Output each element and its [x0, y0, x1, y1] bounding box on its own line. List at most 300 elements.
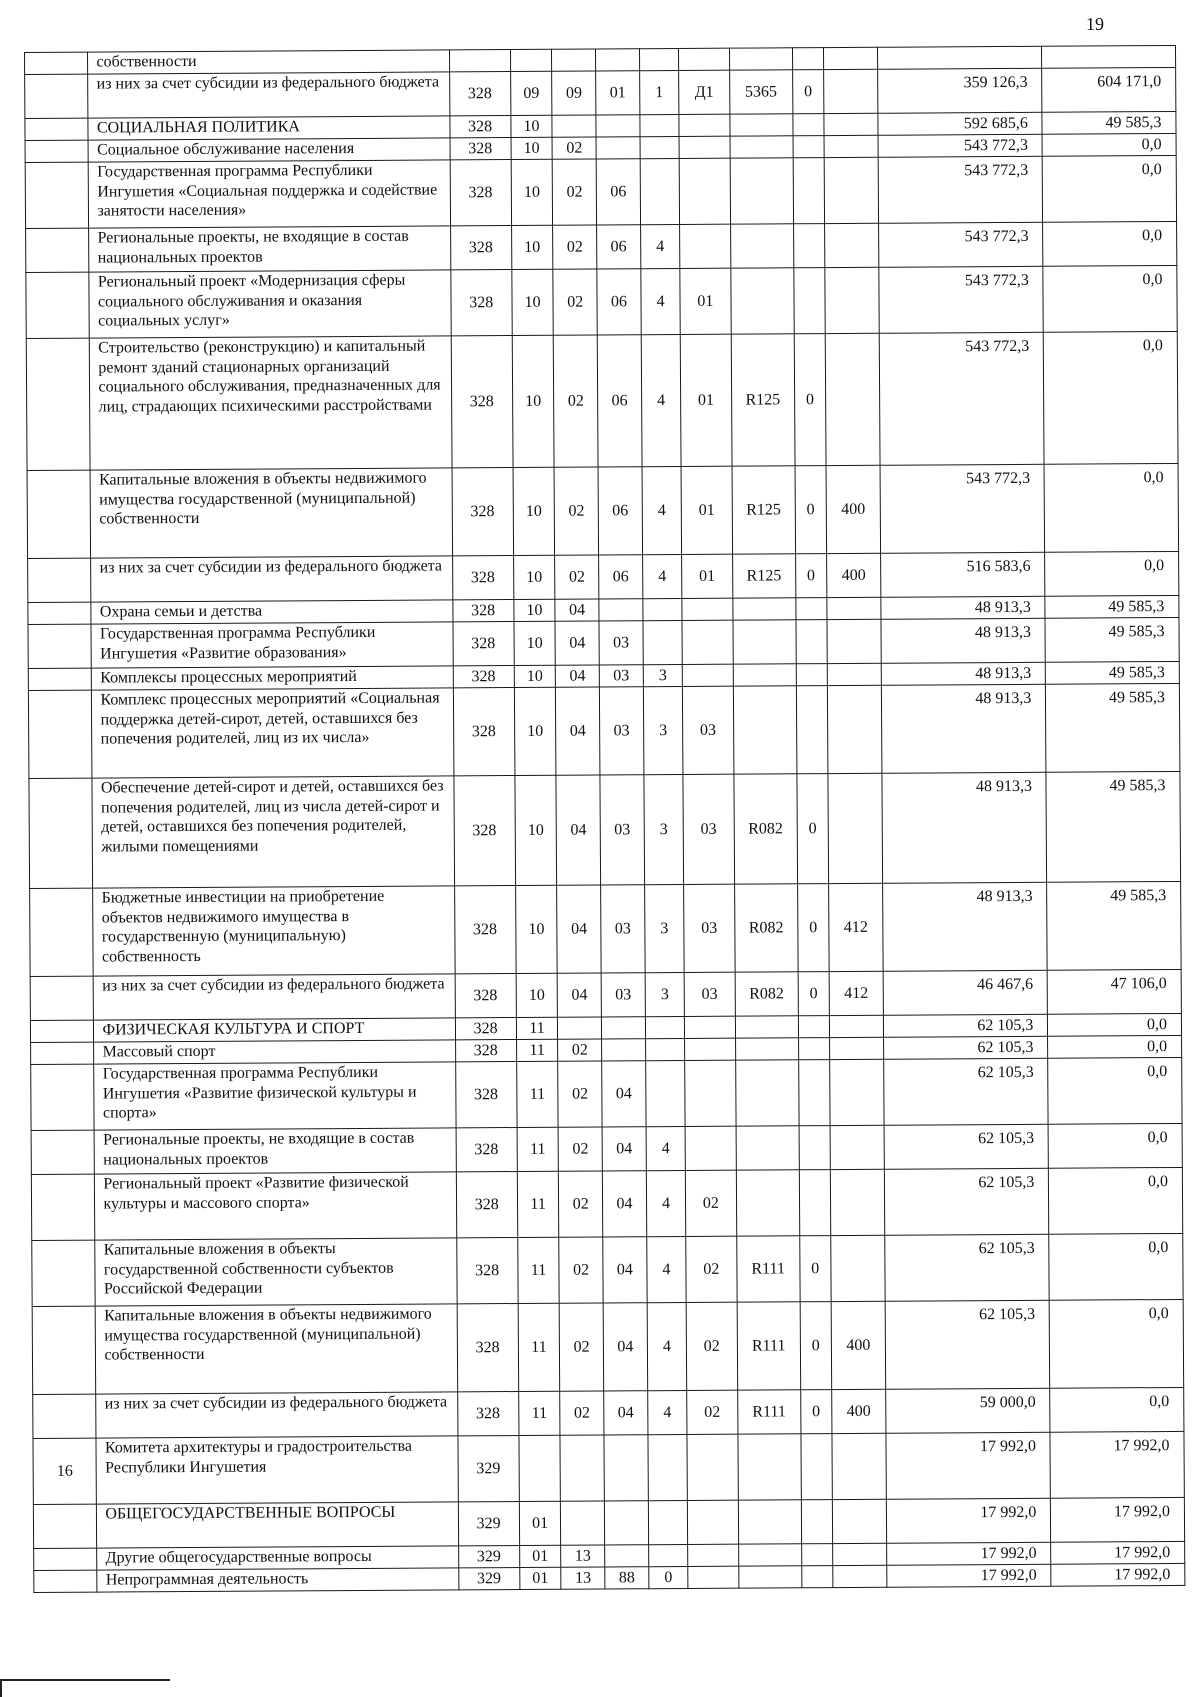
code-sub-direction-cell: 0 — [798, 884, 829, 972]
code-admin-cell: 328 — [457, 1392, 519, 1436]
code-sub-direction-cell — [799, 1060, 830, 1126]
row-name-cell: Капитальные вложения в объекты недвижимого имущества государственной (муниципальной) собственности — [96, 1304, 458, 1394]
code-project-cell: 01 — [682, 554, 733, 598]
amount-year1-cell: 62 105,3 — [884, 1036, 1048, 1059]
amount-year1-cell: 48 913,3 — [882, 684, 1047, 773]
amount-year1-cell: 516 583,6 — [881, 552, 1045, 597]
code-sub-direction-cell — [793, 136, 824, 158]
code-admin-cell: 328 — [456, 1128, 518, 1172]
amount-year1-cell: 17 992,0 — [887, 1498, 1051, 1543]
code-subsection-cell: 13 — [561, 1567, 605, 1589]
code-direction-cell — [733, 620, 797, 664]
code-subsection-cell: 02 — [559, 1171, 603, 1237]
code-direction-cell: R125 — [732, 554, 796, 598]
code-type-cell: 3 — [643, 686, 683, 774]
code-program-cell — [601, 1017, 645, 1039]
row-index-cell — [28, 558, 92, 602]
code-program-cell: 06 — [596, 159, 640, 225]
code-project-cell — [687, 1434, 738, 1500]
code-type-cell — [648, 1434, 688, 1500]
row-index-cell — [29, 778, 93, 888]
code-subsection-cell — [558, 1017, 602, 1039]
amount-year1-cell: 17 992,0 — [886, 1432, 1051, 1499]
code-program-cell: 06 — [598, 467, 642, 555]
code-project-cell — [685, 1016, 735, 1038]
code-subsection-cell: 02 — [552, 159, 596, 225]
code-subsection-cell: 04 — [557, 973, 601, 1017]
code-expense-type-cell: 400 — [826, 465, 881, 553]
row-name-cell: Государственная программа Республики Ингушетия «Социальная поддержка и содействие занятости населения» — [89, 160, 450, 228]
amount-year2-cell: 49 585,3 — [1045, 617, 1179, 662]
row-index-cell — [31, 1174, 95, 1240]
code-program-cell: 06 — [597, 269, 641, 335]
code-section-cell: 11 — [517, 1171, 559, 1237]
code-admin-cell: 328 — [456, 1238, 518, 1304]
amount-year1-cell: 543 772,3 — [878, 156, 1043, 223]
table-row — [28, 617, 1179, 668]
row-index-cell — [28, 690, 92, 778]
code-section-cell: 11 — [518, 1391, 560, 1435]
code-section-cell: 01 — [519, 1501, 561, 1545]
code-section-cell: 09 — [510, 71, 552, 115]
amount-year2-cell: 49 585,3 — [1046, 661, 1180, 684]
amount-year1-cell: 59 000,0 — [886, 1388, 1050, 1433]
row-name-cell: Другие общегосударственные вопросы — [97, 1546, 458, 1570]
code-section-cell: 10 — [513, 555, 555, 599]
row-index-cell — [25, 162, 89, 228]
code-expense-type-cell: 400 — [831, 1301, 886, 1389]
code-program-cell: 04 — [603, 1237, 647, 1303]
code-subsection-cell: 02 — [553, 269, 597, 335]
row-name-cell: Региональные проекты, не входящие в состав национальных проектов — [89, 226, 450, 272]
code-admin-cell: 328 — [450, 270, 512, 336]
code-direction-cell — [736, 1170, 800, 1236]
code-project-cell — [682, 620, 733, 664]
code-subsection-cell — [552, 49, 596, 71]
code-expense-type-cell — [832, 1543, 887, 1565]
row-name-cell: Охрана семьи и детства — [91, 600, 452, 624]
code-admin-cell: 329 — [457, 1436, 519, 1502]
code-section-cell: 10 — [514, 599, 556, 621]
code-sub-direction-cell — [796, 598, 827, 620]
table-row — [32, 1299, 1184, 1394]
code-section-cell: 11 — [516, 1017, 558, 1039]
code-type-cell — [643, 620, 683, 664]
code-direction-cell: R111 — [737, 1390, 801, 1434]
row-index-cell — [28, 602, 92, 624]
code-sub-direction-cell: 0 — [801, 1390, 832, 1434]
code-direction-cell — [733, 686, 797, 774]
code-project-cell: 03 — [684, 884, 735, 972]
code-direction-cell — [730, 224, 794, 268]
code-type-cell — [640, 114, 680, 136]
code-program-cell — [602, 1039, 646, 1061]
code-type-cell: 4 — [646, 1170, 686, 1236]
row-name-cell: Непрограммная деятельность — [97, 1568, 458, 1592]
code-admin-cell: 329 — [458, 1502, 520, 1546]
table-row — [33, 1387, 1184, 1438]
code-section-cell: 10 — [511, 225, 553, 269]
code-subsection-cell: 04 — [555, 599, 599, 621]
code-sub-direction-cell — [799, 1170, 830, 1236]
table-row — [26, 265, 1177, 338]
amount-year2-cell: 17 992,0 — [1051, 1563, 1185, 1586]
code-direction-cell — [730, 158, 794, 224]
amount-year1-cell: 62 105,3 — [885, 1168, 1050, 1235]
code-project-cell: 03 — [683, 774, 734, 884]
code-expense-type-cell — [823, 47, 878, 69]
table-row — [31, 1057, 1182, 1130]
code-admin-cell: 328 — [454, 886, 516, 974]
code-project-cell — [679, 136, 729, 158]
amount-year2-cell: 0,0 — [1048, 1013, 1182, 1036]
amount-year2-cell: 0,0 — [1043, 265, 1177, 332]
code-expense-type-cell — [827, 619, 882, 663]
code-project-cell — [679, 114, 729, 136]
code-program-cell: 04 — [602, 1061, 646, 1127]
code-direction-cell — [735, 1038, 799, 1060]
row-name-cell: из них за счет субсидии из федерального бюджета — [91, 556, 452, 602]
code-sub-direction-cell: 0 — [794, 334, 825, 466]
table-row — [31, 1123, 1182, 1174]
code-type-cell — [645, 1016, 685, 1038]
code-project-cell — [680, 224, 731, 268]
code-subsection-cell — [561, 1501, 605, 1545]
code-program-cell: 04 — [602, 1127, 646, 1171]
code-section-cell: 10 — [515, 775, 557, 885]
row-index-cell — [30, 888, 94, 976]
code-program-cell: 06 — [597, 335, 642, 467]
code-type-cell: 4 — [642, 554, 682, 598]
code-program-cell: 03 — [601, 885, 645, 973]
row-name-cell: Массовый спорт — [94, 1040, 455, 1064]
code-admin-cell: 328 — [452, 622, 514, 666]
code-section-cell: 10 — [511, 137, 553, 159]
code-direction-cell — [729, 114, 793, 136]
amount-year2-cell: 49 585,3 — [1045, 595, 1179, 618]
code-program-cell — [596, 115, 640, 137]
table-row — [26, 221, 1177, 272]
code-project-cell — [688, 1566, 738, 1588]
code-admin-cell: 328 — [455, 1018, 516, 1040]
code-admin-cell: 329 — [458, 1546, 519, 1568]
code-project-cell: 03 — [684, 972, 735, 1016]
table-row — [29, 771, 1181, 888]
row-name-cell: Региональный проект «Модернизация сферы социального обслуживания и оказания социальных услуг» — [89, 270, 450, 338]
code-subsection-cell: 02 — [554, 467, 598, 555]
row-index-cell — [25, 118, 89, 140]
code-sub-direction-cell: 0 — [800, 1302, 831, 1390]
code-type-cell — [646, 1060, 686, 1126]
code-section-cell: 01 — [520, 1567, 562, 1589]
amount-year1-cell: 62 105,3 — [884, 1058, 1049, 1125]
code-sub-direction-cell — [794, 224, 825, 268]
code-direction-cell: R111 — [736, 1236, 800, 1302]
amount-year2-cell: 49 585,3 — [1046, 771, 1180, 882]
row-index-cell — [30, 976, 94, 1020]
table-row — [30, 881, 1182, 976]
code-expense-type-cell: 412 — [829, 971, 884, 1015]
row-name-cell: Государственная программа Республики Ингушетия «Развитие образования» — [91, 622, 452, 668]
amount-year2-cell: 49 585,3 — [1042, 111, 1176, 134]
code-subsection-cell: 02 — [559, 1303, 603, 1391]
amount-year1-cell: 543 772,3 — [880, 332, 1045, 465]
code-expense-type-cell — [826, 597, 881, 619]
code-admin-cell: 328 — [455, 1062, 517, 1128]
code-direction-cell — [736, 1126, 800, 1170]
code-program-cell: 06 — [597, 225, 641, 269]
code-direction-cell — [729, 48, 793, 70]
footer-rule-vertical — [0, 1679, 2, 1697]
code-sub-direction-cell — [796, 620, 827, 664]
code-sub-direction-cell — [796, 664, 827, 686]
amount-year2-cell: 17 992,0 — [1050, 1431, 1184, 1498]
row-name-cell: из них за счет субсидии из федерального бюджета — [94, 974, 455, 1020]
code-expense-type-cell — [827, 685, 882, 773]
row-name-cell: Комплекс процессных мероприятий «Социальная поддержка детей-сирот, детей, оставшихся без попечения родителей, лиц из их числа» — [92, 688, 454, 778]
page-number: 19 — [1086, 14, 1104, 34]
code-direction-cell: 5365 — [729, 70, 793, 114]
row-index-cell — [32, 1240, 96, 1306]
code-admin-cell: 328 — [453, 688, 515, 776]
code-section-cell: 10 — [514, 687, 556, 775]
footer-rule — [0, 1679, 170, 1681]
code-type-cell: 3 — [644, 774, 684, 884]
code-subsection-cell: 02 — [555, 555, 599, 599]
code-section-cell: 11 — [516, 1039, 558, 1061]
code-subsection-cell — [560, 1435, 604, 1501]
row-index-cell — [28, 624, 92, 668]
code-section-cell: 10 — [515, 885, 557, 973]
code-project-cell — [685, 1060, 736, 1126]
amount-year1-cell: 48 913,3 — [881, 596, 1045, 619]
code-direction-cell — [733, 664, 797, 686]
code-sub-direction-cell — [802, 1566, 833, 1588]
code-admin-cell: 328 — [452, 600, 513, 622]
code-sub-direction-cell — [799, 1126, 830, 1170]
row-name-cell: Строительство (реконструкцию) и капитальный ремонт зданий стационарных организаций социального обслуживания, предназначенных для лиц, страдающих психическими расстройствами — [90, 336, 452, 470]
code-section-cell: 10 — [516, 973, 558, 1017]
code-sub-direction-cell: 0 — [796, 554, 827, 598]
row-name-cell: из них за счет субсидии из федерального бюджета — [88, 72, 449, 118]
code-admin-cell: 328 — [449, 72, 511, 116]
code-project-cell — [679, 158, 730, 224]
code-program-cell — [605, 1545, 649, 1567]
code-project-cell: 02 — [686, 1170, 737, 1236]
row-name-cell: собственности — [88, 50, 449, 74]
row-index-cell — [34, 1548, 98, 1570]
budget-table — [24, 45, 1185, 1593]
code-direction-cell — [735, 1060, 799, 1126]
code-admin-cell: 328 — [452, 556, 514, 600]
code-program-cell: 03 — [599, 621, 643, 665]
code-direction-cell — [738, 1544, 802, 1566]
code-section-cell: 01 — [519, 1545, 561, 1567]
code-project-cell — [679, 48, 729, 70]
amount-year2-cell: 0,0 — [1042, 133, 1176, 156]
code-program-cell: 06 — [599, 555, 643, 599]
code-expense-type-cell — [828, 773, 883, 883]
code-sub-direction-cell — [794, 268, 825, 334]
code-direction-cell — [730, 136, 794, 158]
code-type-cell — [648, 1500, 688, 1544]
amount-year2-cell: 49 585,3 — [1046, 683, 1180, 772]
code-project-cell: 01 — [681, 466, 732, 554]
code-sub-direction-cell: 0 — [793, 70, 824, 114]
amount-year1-cell: 17 992,0 — [887, 1564, 1051, 1587]
code-section-cell: 10 — [511, 115, 553, 137]
code-program-cell: 88 — [605, 1567, 649, 1589]
code-type-cell — [640, 136, 680, 158]
code-direction-cell: R111 — [737, 1302, 801, 1390]
code-expense-type-cell — [827, 663, 882, 685]
code-sub-direction-cell — [801, 1500, 832, 1544]
code-program-cell — [596, 137, 640, 159]
code-project-cell: 02 — [686, 1302, 737, 1390]
code-subsection-cell: 02 — [558, 1039, 602, 1061]
code-expense-type-cell — [829, 1059, 884, 1125]
code-sub-direction-cell: 0 — [800, 1236, 831, 1302]
code-direction-cell — [738, 1500, 802, 1544]
code-expense-type-cell — [824, 113, 879, 135]
amount-year2-cell: 0,0 — [1045, 551, 1179, 596]
table-row — [25, 155, 1176, 228]
code-expense-type-cell — [824, 223, 879, 267]
code-program-cell: 03 — [599, 665, 643, 687]
amount-year1-cell: 543 772,3 — [880, 464, 1045, 553]
code-section-cell — [519, 1435, 561, 1501]
code-type-cell: 4 — [642, 466, 682, 554]
code-program-cell: 04 — [604, 1391, 648, 1435]
code-sub-direction-cell — [796, 686, 827, 774]
code-subsection-cell: 04 — [556, 665, 600, 687]
code-subsection-cell: 04 — [556, 775, 600, 885]
row-index-cell — [26, 338, 90, 470]
code-subsection-cell: 02 — [553, 225, 597, 269]
code-subsection-cell: 02 — [558, 1127, 602, 1171]
table-row — [33, 1431, 1184, 1504]
code-project-cell — [685, 1126, 736, 1170]
table-row — [31, 1167, 1182, 1240]
amount-year2-cell: 0,0 — [1044, 331, 1178, 464]
code-program-cell: 01 — [596, 71, 640, 115]
code-section-cell: 11 — [516, 1061, 558, 1127]
row-name-cell: Региональный проект «Развитие физической культуры и массового спорта» — [95, 1172, 456, 1240]
code-admin-cell: 328 — [453, 776, 515, 886]
code-expense-type-cell: 400 — [826, 553, 881, 597]
code-section-cell — [510, 49, 552, 71]
code-section-cell: 11 — [517, 1127, 559, 1171]
amount-year2-cell: 0,0 — [1049, 1233, 1183, 1300]
code-expense-type-cell — [824, 267, 879, 333]
code-admin-cell — [449, 50, 510, 72]
code-project-cell: Д1 — [679, 70, 730, 114]
table-row — [26, 331, 1178, 470]
code-expense-type-cell — [830, 1125, 885, 1169]
code-program-cell — [596, 49, 640, 71]
code-type-cell — [640, 158, 680, 224]
code-sub-direction-cell — [793, 158, 824, 224]
code-direction-cell — [730, 268, 794, 334]
amount-year2-cell: 49 585,3 — [1047, 881, 1181, 970]
amount-year2-cell: 0,0 — [1048, 1057, 1182, 1124]
code-subsection-cell: 02 — [552, 137, 596, 159]
row-index-cell — [25, 140, 89, 162]
row-name-cell: Бюджетные инвестиции на приобретение объектов недвижимого имущества в государственную (муниципальную) собственность — [93, 886, 455, 976]
code-admin-cell: 328 — [450, 138, 511, 160]
row-name-cell: ОБЩЕГОСУДАРСТВЕННЫЕ ВОПРОСЫ — [97, 1502, 458, 1548]
code-admin-cell: 328 — [455, 974, 517, 1018]
code-expense-type-cell — [823, 69, 878, 113]
code-program-cell — [604, 1435, 648, 1501]
amount-year1-cell: 62 105,3 — [885, 1300, 1050, 1389]
code-program-cell: 03 — [601, 973, 645, 1017]
code-type-cell: 3 — [644, 884, 684, 972]
code-subsection-cell — [552, 115, 596, 137]
code-project-cell: 02 — [687, 1390, 738, 1434]
code-program-cell — [604, 1501, 648, 1545]
code-type-cell: 3 — [645, 972, 685, 1016]
code-direction-cell — [732, 598, 796, 620]
code-sub-direction-cell — [792, 48, 823, 70]
row-name-cell: из них за счет субсидии из федерального бюджета — [96, 1392, 457, 1438]
code-subsection-cell: 02 — [560, 1391, 604, 1435]
row-index-cell — [27, 470, 91, 558]
code-expense-type-cell — [832, 1499, 887, 1543]
code-direction-cell — [738, 1566, 802, 1588]
code-direction-cell — [737, 1434, 801, 1500]
table-row — [32, 1233, 1183, 1306]
code-type-cell: 4 — [647, 1236, 687, 1302]
code-program-cell: 03 — [600, 775, 644, 885]
row-name-cell: Региональные проекты, не входящие в состав национальных проектов — [95, 1128, 456, 1174]
amount-year1-cell: 543 772,3 — [879, 266, 1044, 333]
amount-year1-cell: 62 105,3 — [885, 1234, 1050, 1301]
code-section-cell: 11 — [518, 1303, 560, 1391]
code-sub-direction-cell: 0 — [797, 774, 828, 884]
row-name-cell: Государственная программа Республики Ингушетия «Развитие физической культуры и спорта» — [94, 1062, 455, 1130]
amount-year2-cell: 604 171,0 — [1042, 67, 1176, 112]
code-sub-direction-cell — [802, 1544, 833, 1566]
code-type-cell: 3 — [643, 664, 683, 686]
code-type-cell: 4 — [647, 1302, 687, 1390]
code-program-cell — [599, 599, 643, 621]
amount-year2-cell: 0,0 — [1049, 1167, 1183, 1234]
code-type-cell: 4 — [648, 1390, 688, 1434]
code-project-cell — [682, 664, 732, 686]
row-index-cell — [31, 1042, 95, 1064]
code-project-cell — [688, 1500, 739, 1544]
amount-year1-cell: 543 772,3 — [879, 222, 1043, 267]
code-type-cell: 4 — [641, 268, 681, 334]
code-type-cell — [645, 1038, 685, 1060]
code-expense-type-cell — [825, 333, 881, 465]
code-expense-type-cell — [830, 1169, 885, 1235]
code-admin-cell: 328 — [452, 468, 514, 556]
code-sub-direction-cell: 0 — [798, 972, 829, 1016]
row-index-cell — [33, 1504, 97, 1548]
code-admin-cell: 328 — [449, 116, 510, 138]
code-project-cell — [682, 598, 732, 620]
row-index-cell — [30, 1020, 94, 1042]
code-section-cell: 11 — [518, 1237, 560, 1303]
code-section-cell: 10 — [512, 335, 554, 467]
amount-year2-cell: 0,0 — [1048, 1035, 1182, 1058]
amount-year1-cell: 592 685,6 — [878, 112, 1042, 135]
table-row — [28, 683, 1180, 778]
amount-year1-cell: 48 913,3 — [881, 618, 1045, 663]
code-section-cell: 10 — [513, 467, 555, 555]
